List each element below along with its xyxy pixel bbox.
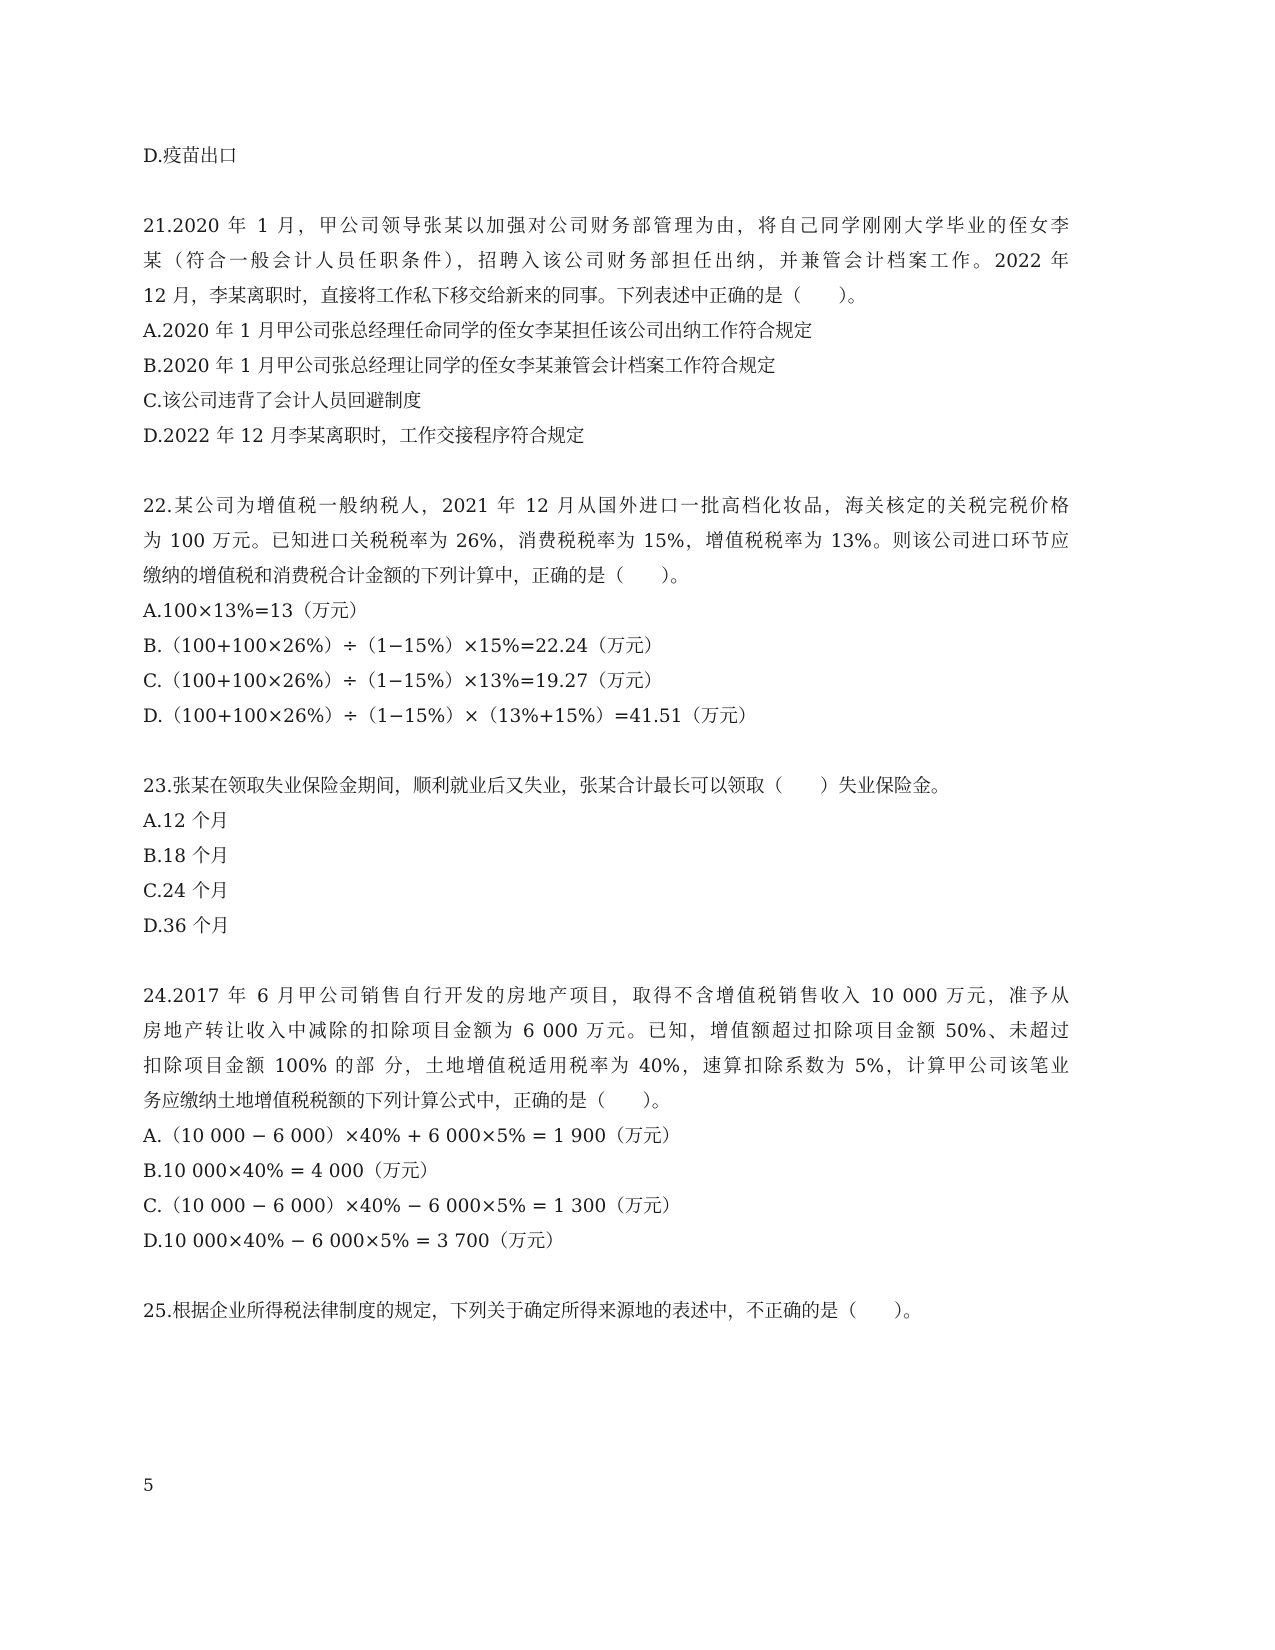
option-d: D.2022 年 12 月李某离职时，工作交接程序符合规定: [143, 426, 585, 447]
option-c: C.24 个月: [143, 881, 229, 902]
question-stem-line: 务应缴纳土地增值税税额的下列计算公式中，正确的是（ ）。: [143, 1091, 671, 1112]
option-c: C.（100+100×26%）÷（1−15%）×13%=19.27（万元）: [143, 671, 663, 692]
question-stem-line: 25.根据企业所得税法律制度的规定，下列关于确定所得来源地的表述中，不正确的是（ ）。: [143, 1301, 922, 1322]
option-b: B.18 个月: [143, 846, 229, 867]
option-a: A.（10 000 − 6 000）×40% + 6 000×5% = 1 900（万元）: [143, 1126, 681, 1147]
option-d: D.36 个月: [143, 916, 230, 937]
previous-question-option-d: D.疫苗出口: [143, 146, 238, 167]
option-b: B.10 000×40% = 4 000（万元）: [143, 1161, 439, 1182]
option-b: B.2020 年 1 月甲公司张总经理让同学的侄女李某兼管会计档案工作符合规定: [143, 356, 776, 377]
question-stem-line: 扣除项目金额 100% 的部 分，土地增值税适用税率为 40%，速算扣除系数为 5%，计算甲公司该笔业: [143, 1056, 1069, 1077]
option-a: A.2020 年 1 月甲公司张总经理任命同学的侄女李某担任该公司出纳工作符合规定: [143, 321, 813, 342]
question-stem-line: 缴纳的增值税和消费税合计金额的下列计算中，正确的是（ ）。: [143, 566, 689, 587]
question-stem-line: 22.某公司为增值税一般纳税人，2021 年 12 月从国外进口一批高档化妆品，海关核定的关税完税价格: [143, 496, 1069, 517]
page-number: 5: [143, 1476, 154, 1496]
option-b: B.（100+100×26%）÷（1−15%）×15%=22.24（万元）: [143, 636, 663, 657]
question-stem-line: 23.张某在领取失业保险金期间，顺利就业后又失业，张某合计最长可以领取（ ）失业保险金。: [143, 776, 950, 797]
option-a: A.100×13%=13（万元）: [143, 601, 368, 622]
option-c: C.（10 000 − 6 000）×40% − 6 000×5% = 1 300（万元）: [143, 1196, 681, 1217]
question-stem-line: 房地产转让收入中减除的扣除项目金额为 6 000 万元。已知，增值额超过扣除项目金额 50%、未超过: [143, 1021, 1069, 1042]
option-d: D.10 000×40% − 6 000×5% = 3 700（万元）: [143, 1231, 564, 1252]
question-stem-line: 为 100 万元。已知进口关税税率为 26%，消费税税率为 15%，增值税税率为 13%。则该公司进口环节应: [143, 531, 1069, 552]
option-d: D.（100+100×26%）÷（1−15%）×（13%+15%）=41.51（万元）: [143, 706, 757, 727]
question-stem-line: 21.2020 年 1 月，甲公司领导张某以加强对公司财务部管理为由，将自己同学刚刚大学毕业的侄女李: [143, 216, 1069, 237]
option-a: A.12 个月: [143, 811, 229, 832]
question-stem-line: 某（符合一般会计人员任职条件），招聘入该公司财务部担任出纳，并兼管会计档案工作。2022 年: [143, 251, 1069, 272]
question-stem-line: 24.2017 年 6 月甲公司销售自行开发的房地产项目，取得不含增值税销售收入 10 000 万元，准予从: [143, 986, 1069, 1007]
option-c: C.该公司违背了会计人员回避制度: [143, 391, 422, 412]
question-stem-line: 12 月，李某离职时，直接将工作私下移交给新来的同事。下列表述中正确的是（ ）。: [143, 286, 867, 307]
